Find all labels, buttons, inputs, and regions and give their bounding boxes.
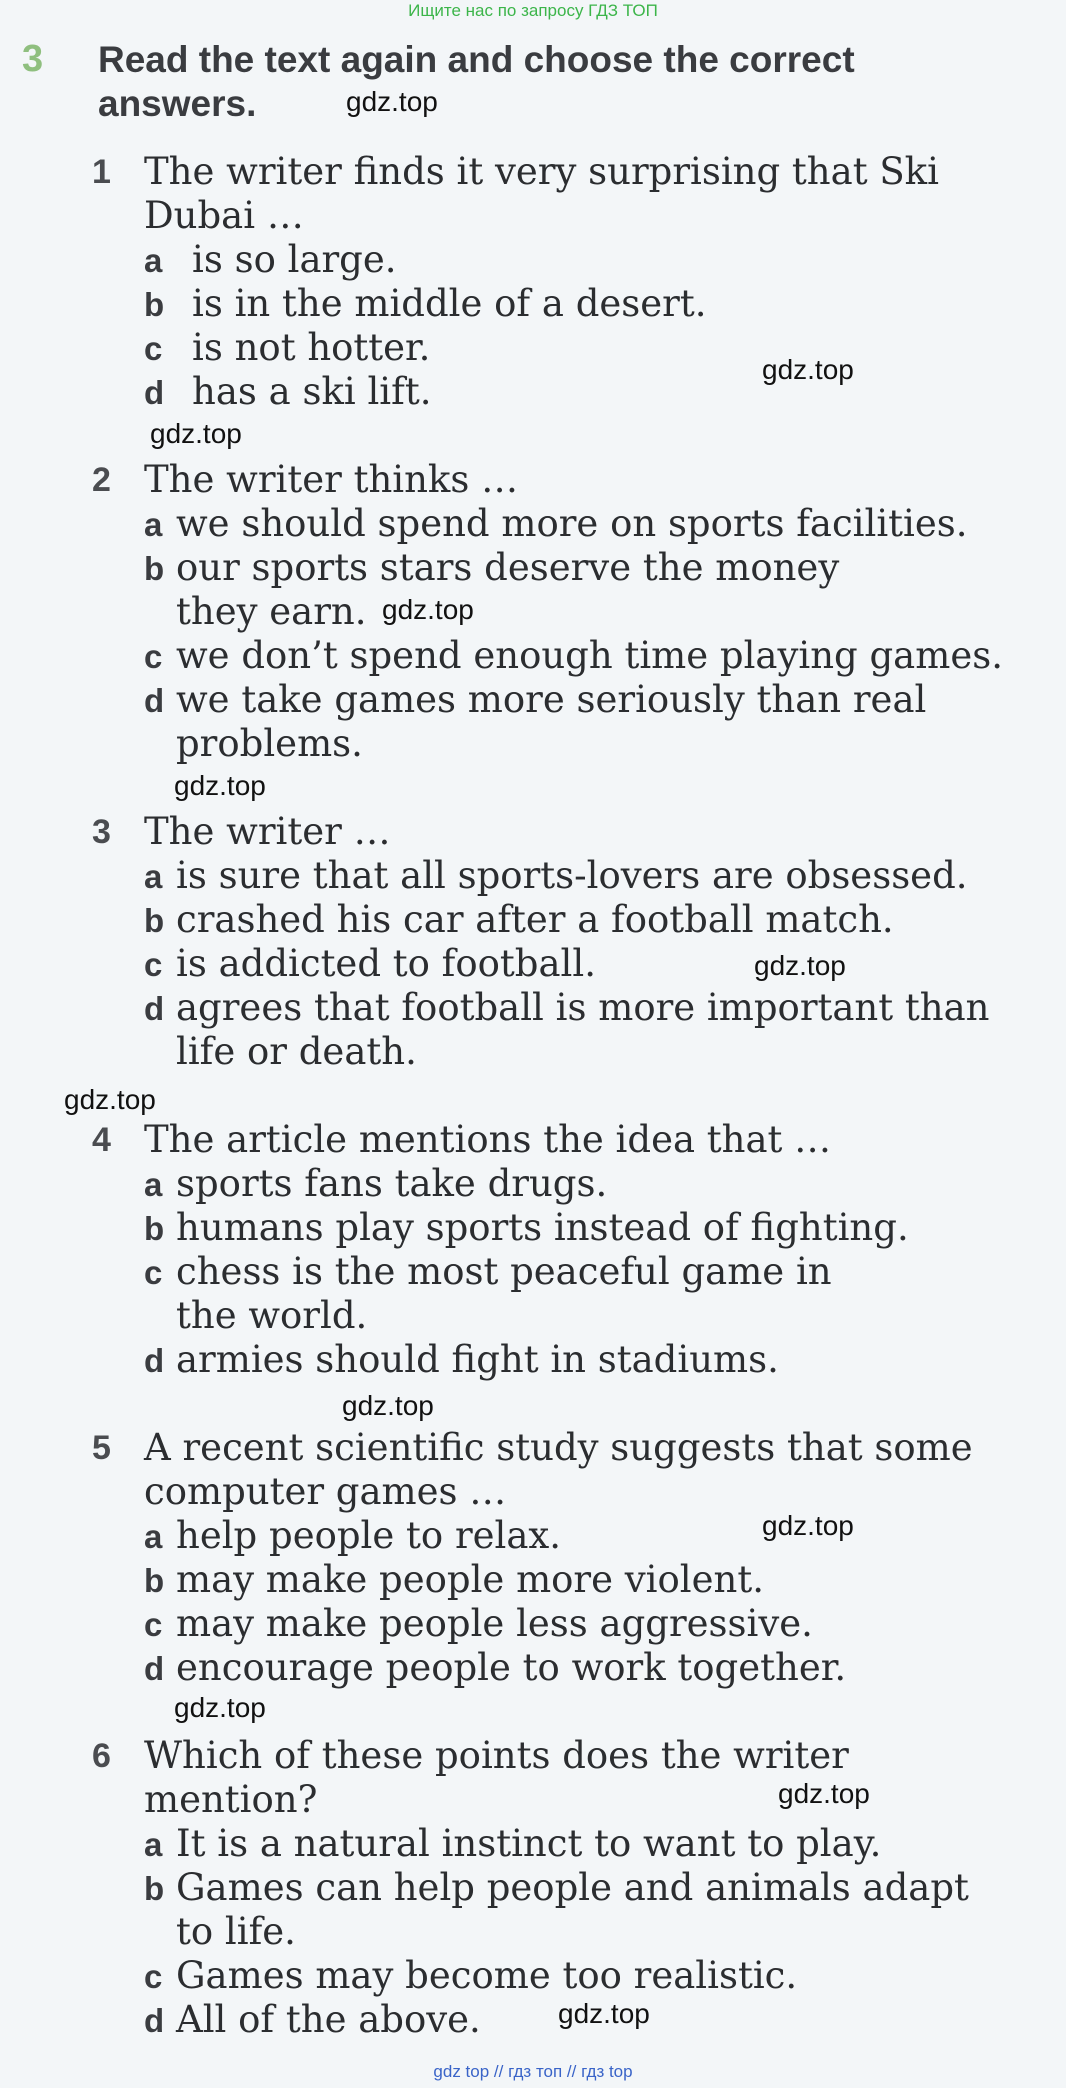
watermark: gdz.top bbox=[762, 1510, 854, 1541]
answer-option-a[interactable] bbox=[144, 854, 1044, 899]
option-text: armies should fight in stadiums. bbox=[176, 1338, 779, 1381]
option-text: we should spend more on sports facilities. bbox=[176, 502, 968, 545]
question-number: 3 bbox=[92, 813, 111, 851]
option-text: is in the middle of a desert. bbox=[192, 282, 707, 325]
option-letter: d bbox=[144, 374, 165, 411]
option-letter: c bbox=[144, 1606, 163, 1643]
option-text: humans play sports instead of fighting. bbox=[176, 1206, 909, 1249]
option-text: crashed his car after a football match. bbox=[176, 898, 894, 941]
option-text: sports fans take drugs. bbox=[176, 1162, 608, 1205]
answer-option-c[interactable] bbox=[144, 326, 1044, 371]
option-letter: d bbox=[144, 682, 165, 719]
watermark: gdz.top bbox=[174, 770, 266, 801]
option-letter: a bbox=[144, 858, 163, 895]
option-text: Games can help people and animals adapt bbox=[176, 1866, 969, 1909]
question-number: 4 bbox=[92, 1121, 111, 1159]
question-text-line: The article mentions the idea that … bbox=[144, 1118, 832, 1161]
question-text bbox=[144, 1118, 1024, 1162]
option-text-continued: problems. bbox=[176, 722, 363, 765]
option-letter: b bbox=[144, 286, 165, 323]
answer-option-b[interactable] bbox=[144, 1558, 1044, 1603]
option-letter: c bbox=[144, 1254, 163, 1291]
answer-option-c[interactable] bbox=[144, 1250, 1044, 1295]
option-text: may make people more violent. bbox=[176, 1558, 764, 1601]
option-text-continued: they earn. bbox=[176, 590, 367, 633]
answer-option-b[interactable] bbox=[144, 282, 1044, 327]
answer-option-b[interactable] bbox=[144, 898, 1044, 943]
top-banner[interactable]: Ищите нас по запросу ГДЗ ТОП bbox=[408, 1, 658, 20]
option-text: All of the above. bbox=[176, 1998, 481, 2041]
option-letter: a bbox=[144, 1166, 163, 1203]
exercise-title-line: answers. bbox=[98, 83, 257, 124]
question-text-line: computer games … bbox=[144, 1470, 507, 1513]
watermark: gdz.top bbox=[778, 1778, 870, 1809]
answer-option-b[interactable] bbox=[144, 1866, 1044, 1911]
option-letter: c bbox=[144, 946, 163, 983]
option-letter: d bbox=[144, 990, 165, 1027]
watermark: gdz.top bbox=[342, 1390, 434, 1421]
question-text-line: Dubai … bbox=[144, 194, 304, 237]
question-text-line: The writer thinks … bbox=[144, 458, 519, 501]
option-letter: b bbox=[144, 1562, 165, 1599]
option-text-continued: the world. bbox=[176, 1294, 368, 1337]
question-text bbox=[144, 810, 1024, 854]
exercise-title-line: Read the text again and choose the correct bbox=[98, 39, 855, 80]
exercise-number: 3 bbox=[22, 38, 44, 80]
answer-option-d[interactable] bbox=[144, 1646, 1044, 1691]
option-text-continued: to life. bbox=[176, 1910, 296, 1953]
answer-option-d[interactable] bbox=[144, 370, 1044, 415]
question-text bbox=[144, 1426, 1024, 1514]
option-text: Games may become too realistic. bbox=[176, 1954, 798, 1997]
answer-option-c[interactable] bbox=[144, 1954, 1044, 1999]
answer-option-a[interactable] bbox=[144, 1822, 1044, 1867]
answer-option-a[interactable] bbox=[144, 238, 1044, 283]
question-text-line: A recent scientific study suggests that some bbox=[144, 1426, 973, 1469]
option-letter: d bbox=[144, 1650, 165, 1687]
answer-option-d[interactable] bbox=[144, 1338, 1044, 1383]
option-text: help people to relax. bbox=[176, 1514, 562, 1557]
option-letter: a bbox=[144, 506, 163, 543]
option-text: is sure that all sports-lovers are obsessed. bbox=[176, 854, 968, 897]
watermark: gdz.top bbox=[382, 594, 474, 625]
option-text: It is a natural instinct to want to play. bbox=[176, 1822, 882, 1865]
watermark: gdz.top bbox=[754, 950, 846, 981]
answer-option-d[interactable] bbox=[144, 678, 1044, 723]
watermark: gdz.top bbox=[174, 1692, 266, 1723]
question-text bbox=[144, 1734, 1024, 1822]
answer-option-d[interactable] bbox=[144, 986, 1044, 1031]
option-letter: a bbox=[144, 242, 163, 279]
answer-option-c[interactable] bbox=[144, 942, 1044, 987]
option-letter: b bbox=[144, 902, 165, 939]
option-text: chess is the most peaceful game in bbox=[176, 1250, 832, 1293]
question-number: 6 bbox=[92, 1737, 111, 1775]
watermark: gdz.top bbox=[762, 354, 854, 385]
answer-option-c[interactable] bbox=[144, 634, 1044, 679]
question-text-line: The writer finds it very surprising that Ski bbox=[144, 150, 939, 193]
option-letter: a bbox=[144, 1518, 163, 1555]
option-text: is so large. bbox=[192, 238, 397, 281]
question-number: 2 bbox=[92, 461, 111, 499]
option-letter: d bbox=[144, 2002, 165, 2039]
option-text: may make people less aggressive. bbox=[176, 1602, 813, 1645]
option-text: encourage people to work together. bbox=[176, 1646, 847, 1689]
question-number: 5 bbox=[92, 1429, 111, 1467]
question-number: 1 bbox=[92, 153, 111, 191]
answer-option-a[interactable] bbox=[144, 1514, 1044, 1559]
option-letter: a bbox=[144, 1826, 163, 1863]
answer-option-a[interactable] bbox=[144, 1162, 1044, 1207]
exercise-title bbox=[98, 38, 1018, 126]
option-letter: c bbox=[144, 330, 163, 367]
watermark: gdz.top bbox=[64, 1084, 156, 1115]
option-text-continued: life or death. bbox=[176, 1030, 417, 1073]
option-letter: b bbox=[144, 1870, 165, 1907]
option-text: is addicted to football. bbox=[176, 942, 596, 985]
option-letter: b bbox=[144, 550, 165, 587]
answer-option-b[interactable] bbox=[144, 546, 1044, 591]
question-text bbox=[144, 458, 1024, 502]
option-text: is not hotter. bbox=[192, 326, 431, 369]
option-letter: c bbox=[144, 1958, 163, 1995]
option-text: our sports stars deserve the money bbox=[176, 546, 840, 589]
option-letter: d bbox=[144, 1342, 165, 1379]
watermark: gdz.top bbox=[558, 1998, 650, 2029]
option-letter: c bbox=[144, 638, 163, 675]
question-text bbox=[144, 150, 1024, 238]
question-text-line: mention? bbox=[144, 1778, 318, 1821]
answer-option-a[interactable] bbox=[144, 502, 1044, 547]
option-text: we don’t spend enough time playing games. bbox=[176, 634, 1003, 677]
footer-links[interactable]: gdz top // гдз топ // гдз top bbox=[433, 2062, 633, 2081]
watermark: gdz.top bbox=[150, 418, 242, 449]
question-text-line: The writer … bbox=[144, 810, 391, 853]
watermark: gdz.top bbox=[346, 86, 438, 117]
option-text: has a ski lift. bbox=[192, 370, 432, 413]
answer-option-b[interactable] bbox=[144, 1206, 1044, 1251]
answer-option-c[interactable] bbox=[144, 1602, 1044, 1647]
option-text: agrees that football is more important than bbox=[176, 986, 990, 1029]
question-text-line: Which of these points does the writer bbox=[144, 1734, 849, 1777]
option-letter: b bbox=[144, 1210, 165, 1247]
option-text: we take games more seriously than real bbox=[176, 678, 927, 721]
